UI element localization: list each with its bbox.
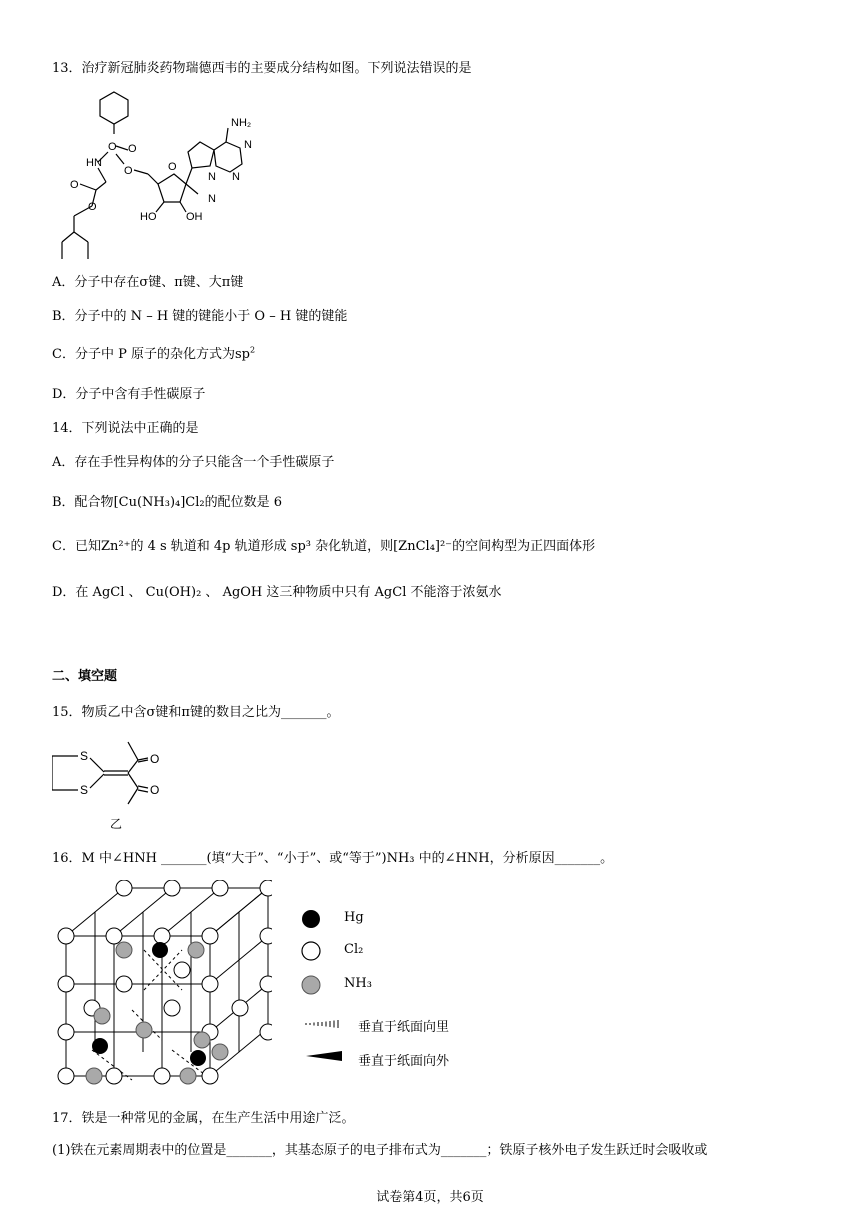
cl2-atom-22 — [116, 976, 132, 992]
q13-stem: 13．治疗新冠肺炎药物瑞德西韦的主要成分结构如图。下列说法错误的是 — [52, 61, 472, 76]
compound-yi-structure — [52, 734, 182, 834]
q14-option-c-ion: Zn²⁺ — [100, 539, 131, 554]
page-footer: 试卷第4页，共6页 — [376, 1190, 484, 1205]
legend-nh3-label: NH₃ — [344, 976, 372, 991]
q14-option-b-post: 的配位数是 6 — [204, 495, 283, 510]
svg-text:O: O — [70, 179, 79, 191]
cl2-atom-2 — [154, 928, 170, 944]
q13-option-a: A．分子中存在σ键、π键、大π键 — [52, 275, 244, 290]
cl2-atom-1 — [106, 928, 122, 944]
q14-option-b — [52, 494, 282, 512]
cl2-atom-13 — [58, 1024, 74, 1040]
legend-cl2-label: Cl₂ — [344, 942, 364, 957]
legend-out-label: 垂直于纸面向外 — [358, 1054, 450, 1069]
q14-option-b-pre: B．配合物 — [52, 495, 114, 510]
q13-option-d: D．分子中含有手性碳原子 — [52, 387, 206, 402]
nh3-atom-0 — [116, 942, 132, 958]
nh3-atom-5 — [86, 1068, 102, 1084]
svg-text:N: N — [208, 193, 216, 205]
cl2-atom-0 — [58, 928, 74, 944]
svg-text:N: N — [232, 171, 240, 183]
svg-text:O: O — [108, 141, 117, 153]
section-title-fill-in: 二、填空题 — [52, 669, 118, 684]
nh3-atom-1 — [188, 942, 204, 958]
q14-option-d: D．在 AgCl 、 Cu(OH)₂ 、 AgOH 这三种物质中只有 AgCl 不能溶于浓氨水 — [52, 585, 502, 600]
cl2-atom-18 — [202, 1068, 218, 1084]
legend-hg-marker — [300, 908, 322, 930]
cl2-atom-3 — [202, 928, 218, 944]
cl2-atom-7 — [260, 880, 272, 896]
cl2-atom-23 — [174, 962, 190, 978]
q14-option-c-post: 的空间构型为正四面体形 — [452, 539, 596, 554]
q14-stem: 14．下列说法中正确的是 — [52, 421, 199, 436]
cl2-atom-6 — [212, 880, 228, 896]
nh3-atom-7 — [212, 1044, 228, 1060]
svg-text:O: O — [168, 161, 177, 173]
solid-wedge-icon — [304, 1050, 344, 1062]
legend-hg-label: Hg — [344, 910, 364, 925]
svg-text:O: O — [150, 783, 160, 797]
svg-text:乙: 乙 — [110, 817, 123, 831]
nh3-atom-4 — [194, 1032, 210, 1048]
hashed-wedge-icon — [304, 1018, 344, 1030]
legend-into-label: 垂直于纸面向里 — [358, 1020, 450, 1035]
remdesivir-structure — [58, 84, 258, 264]
cl2-atom-21 — [164, 1000, 180, 1016]
svg-text:O: O — [150, 752, 160, 766]
cl2-atom-11 — [58, 976, 74, 992]
q14-option-c-pre: C．已知 — [52, 539, 101, 554]
nh3-atom-3 — [136, 1022, 152, 1038]
q17-stem: 17．铁是一种常见的金属，在生产生活中用途广泛。 — [52, 1111, 355, 1126]
cl2-atom-8 — [260, 928, 272, 944]
legend-cl2-marker — [300, 940, 322, 962]
cl2-atom-12 — [202, 976, 218, 992]
svg-text:N: N — [244, 139, 252, 151]
hg-atom-2 — [190, 1050, 206, 1066]
cl2-atom-5 — [164, 880, 180, 896]
svg-text:O: O — [128, 143, 137, 155]
crystal-lattice-figure — [52, 880, 272, 1092]
cl2-atom-10 — [260, 1024, 272, 1040]
cl2-atom-4 — [116, 880, 132, 896]
nh3-atom-2 — [94, 1008, 110, 1024]
q13-option-c-text: C．分子中 P 原子的杂化方式为sp — [52, 347, 250, 362]
cl2-atom-19 — [232, 1000, 248, 1016]
q13-option-c — [52, 346, 255, 364]
svg-text:HO: HO — [140, 211, 157, 223]
q16-stem: 16．M 中∠HNH _______(填“大于”、“小于”、或“等于”)NH₃ 中的∠HNH，分析原因_______。 — [52, 851, 614, 866]
q17-part1: (1)铁在元素周期表中的位置是_______，其基态原子的电子排布式为_______；铁原子核外电子发生跃迁时会吸收或 — [52, 1143, 708, 1158]
legend-nh3-marker — [300, 974, 322, 996]
svg-text:NH₂: NH₂ — [231, 117, 252, 129]
q14-option-a: A．存在手性异构体的分子只能含一个手性碳原子 — [52, 455, 335, 470]
svg-text:OH: OH — [186, 211, 203, 223]
q14-option-c-mid: 的 4 s 轨道和 4p 轨道形成 sp³ 杂化轨道，则 — [130, 539, 394, 554]
q13-option-c-sup: 2 — [249, 345, 256, 355]
cl2-atom-9 — [260, 976, 272, 992]
q14-option-c-complex: [ZnCl₄]²⁻ — [393, 539, 453, 554]
hg-atom-0 — [152, 942, 168, 958]
svg-text:O: O — [88, 201, 97, 213]
q14-option-c — [52, 538, 595, 556]
svg-text:HN: HN — [86, 157, 102, 169]
nh3-atom-6 — [180, 1068, 196, 1084]
cl2-atom-17 — [154, 1068, 170, 1084]
svg-text:O: O — [124, 165, 133, 177]
q14-option-b-formula: [Cu(NH₃)₄]Cl₂ — [113, 495, 205, 510]
svg-text:S: S — [80, 749, 89, 763]
hg-atom-1 — [92, 1038, 108, 1054]
cl2-atom-15 — [58, 1068, 74, 1084]
q13-option-b: B．分子中的 N – H 键的键能小于 O – H 键的键能 — [52, 309, 348, 324]
svg-text:S: S — [80, 783, 89, 797]
q15-stem: 15．物质乙中含σ键和π键的数目之比为_______。 — [52, 705, 340, 720]
cl2-atom-16 — [106, 1068, 122, 1084]
svg-text:N: N — [208, 171, 216, 183]
